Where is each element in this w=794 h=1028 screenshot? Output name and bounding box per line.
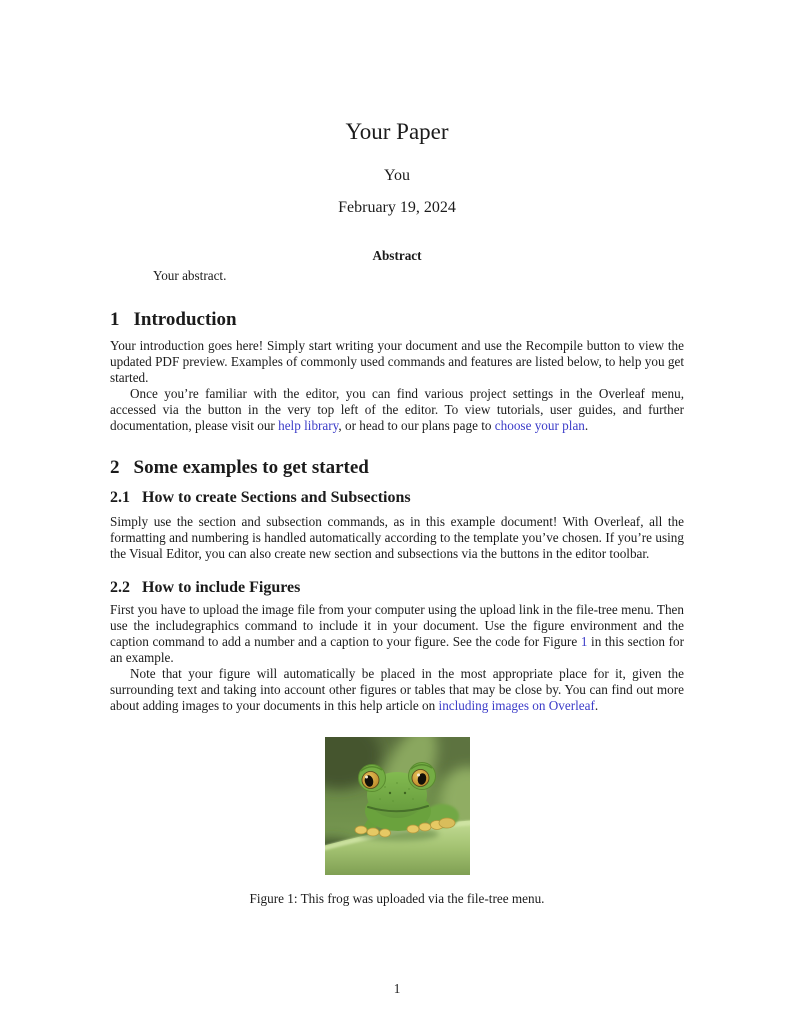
paragraph [110, 666, 684, 714]
paragraph [110, 386, 684, 434]
paragraph [110, 602, 684, 666]
text-run: . [584, 418, 589, 433]
section-title: Introduction [133, 309, 237, 330]
section-2-heading [110, 456, 684, 480]
text-run: in this section for an example. [110, 634, 684, 665]
subsection-number: 2.2 [110, 579, 130, 596]
inline-link[interactable]: 1 [580, 634, 588, 649]
text-run: First you have to upload the image file from your computer using the upload link in the file-tree menu. Then use the includegraphics command to include it in your document. Use the figure environment and the caption command to add a number and a caption to your figure. See the code for Figure [110, 602, 684, 649]
abstract-heading: Abstract [372, 248, 422, 263]
subsection-number: 2.1 [110, 489, 130, 506]
author: You [384, 167, 410, 184]
text-run: Once you’re familiar with the editor, you can find various project settings in the Overleaf menu, accessed via the button in the very top left of the editor. To view tutorials, user guides, and further documentation, please visit our [110, 386, 684, 433]
page-number: 1 [393, 981, 401, 996]
text-run: Your introduction goes here! Simply start writing your document and use the Recompile button to view the updated PDF preview. Examples of commonly used commands and features are listed below, to help you get started. [110, 338, 684, 385]
text-run: Note that your figure will automatically be placed in the most appropriate place for it, given the surrounding text and taking into account other figures or tables that may be close by. You can find out more about adding images to your documents in this help article on [110, 666, 684, 713]
section-number: 1 [110, 309, 120, 330]
inline-link[interactable]: choose your plan [494, 418, 585, 433]
figure-1 [110, 737, 684, 875]
subsection-title: How to create Sections and Subsections [142, 489, 411, 506]
text-run: , or head to our plans page to [338, 418, 495, 433]
figure-caption: Figure 1: This frog was uploaded via the file-tree menu. [249, 891, 545, 906]
frog-photo [325, 737, 470, 875]
abstract-text: Your abstract. [153, 268, 227, 283]
paragraph [110, 514, 684, 562]
page-title: Your Paper [345, 119, 449, 144]
inline-link[interactable]: help library [278, 418, 339, 433]
text-run: Simply use the section and subsection commands, as in this example document! With Overleaf, all the formatting and numbering is handled automatically according to the template you’ve chosen. If you’re using the Visual Editor, you can also create new section and subsections via the buttons in the editor toolbar. [110, 514, 684, 561]
date: February 19, 2024 [338, 199, 456, 216]
section-title: Some examples to get started [133, 457, 369, 478]
inline-link[interactable]: including images on Overleaf [438, 698, 595, 713]
section-1-heading [110, 308, 684, 332]
section-number: 2 [110, 457, 120, 478]
subsection-title: How to include Figures [142, 579, 301, 596]
paragraph [110, 338, 684, 386]
subsection-2-2-heading [110, 578, 684, 598]
document-body [110, 0, 684, 907]
text-run: . [594, 698, 599, 713]
subsection-2-1-heading [110, 488, 684, 508]
